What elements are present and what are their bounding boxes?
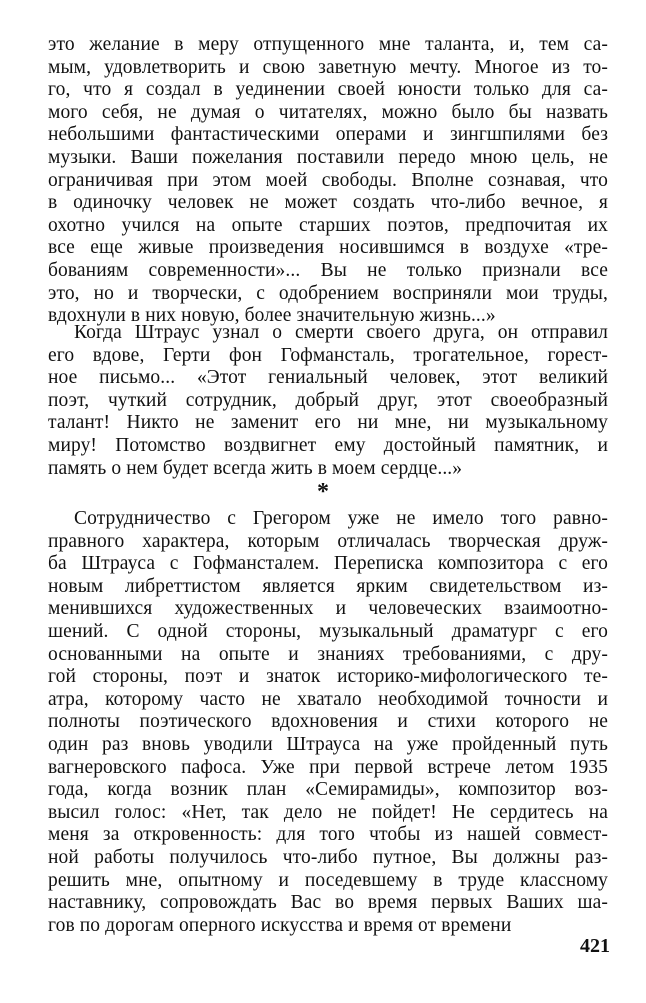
paragraph-2 <box>48 322 608 480</box>
text-line: его вдове, Герти фон Гофмансталь, трогательное, горест- <box>48 344 608 366</box>
text-line: ной работы получилось что-либо путное, Вы должны раз- <box>48 846 608 868</box>
text-line: го, что я создал в уединении своей юности только для са- <box>48 79 608 101</box>
text-line: меня за откровенность: для того чтобы из нашей совмест- <box>48 824 608 846</box>
text-line: миру! Потомство воздвигнет ему достойный памятник, и <box>48 434 608 456</box>
text-line: бованиям современности»... Вы не только признали все <box>48 259 608 281</box>
text-line: основанными на опыте и знаниях требованиями, с дру- <box>48 643 608 665</box>
text-line: в одиночку человек не может создать что-либо вечное, я <box>48 192 608 214</box>
text-line: шений. С одной стороны, музыкальный драматург с его <box>48 620 608 642</box>
text-line: один раз вновь уводили Штрауса на уже пройденный путь <box>48 733 608 755</box>
paragraph-3 <box>48 508 608 937</box>
text-line: полноты поэтического вдохновения и стихи которого не <box>48 711 608 733</box>
text-line: новым либреттистом является ярким свидетельством из- <box>48 575 608 597</box>
text-line: охотно учился на опыте старших поэтов, предпочитая их <box>48 214 608 236</box>
text-line: мого себя, не думая о читателях, можно было бы назвать <box>48 101 608 123</box>
page-number: 421 <box>580 935 610 957</box>
text-line: атра, которому часто не хватало необходимой точности и <box>48 688 608 710</box>
text-line: высил голос: «Нет, так дело не пойдет! Не сердитесь на <box>48 801 608 823</box>
text-line: вдохнули в них новую, более значительную жизнь...» <box>48 305 496 327</box>
text-line: ное письмо... «Этот гениальный человек, этот великий <box>48 367 608 389</box>
text-line: талант! Никто не заменит его ни мне, ни музыкальному <box>48 412 608 434</box>
text-line: наставнику, сопровождать Вас во время первых Ваших ша- <box>48 892 608 914</box>
text-line: ограничивая при этом моей свободы. Вполне сознавая, что <box>48 169 608 191</box>
text-line: гов по дорогам оперного искусства и время от времени <box>48 914 512 936</box>
text-line: гой стороны, поэт и знаток историко-мифологического те- <box>48 666 608 688</box>
text-line: вагнеровского пафоса. Уже при первой встрече летом 1935 <box>48 756 608 778</box>
text-line: память о нем будет всегда жить в моем сердце...» <box>48 457 463 479</box>
text-line: правного характера, которым отличалась творческая друж- <box>48 530 608 552</box>
text-line: музыки. Ваши пожелания поставили передо мною цель, не <box>48 146 608 168</box>
text-line: менившихся художественных и человеческих взаимоотно- <box>48 598 608 620</box>
text-line: это желание в меру отпущенного мне таланта, и, тем са- <box>48 34 608 55</box>
section-separator: * <box>317 479 329 505</box>
paragraph-1 <box>48 34 608 328</box>
text-line: решить мне, опытному и поседевшему в труде классному <box>48 869 608 891</box>
text-line: все еще живые произведения носившимся в воздухе «тре- <box>48 237 608 259</box>
text-line: небольшими фантастическими операми и зингшпилями без <box>48 124 608 146</box>
text-line: Сотрудничество с Грегором уже не имело того равно- <box>74 508 608 529</box>
text-line: Когда Штраус узнал о смерти своего друга, он отправил <box>74 322 608 343</box>
text-line: ба Штрауса с Гофмансталем. Переписка композитора с его <box>48 553 608 575</box>
text-line: поэт, чуткий сотрудник, добрый друг, этот своеобразный <box>48 389 608 411</box>
text-line: года, когда возник план «Семирамиды», композитор воз- <box>48 779 608 801</box>
text-line: это, но и творчески, с одобрением восприняли мои труды, <box>48 282 608 304</box>
text-line: мым, удовлетворить и свою заветную мечту. Многое из то- <box>48 56 608 78</box>
